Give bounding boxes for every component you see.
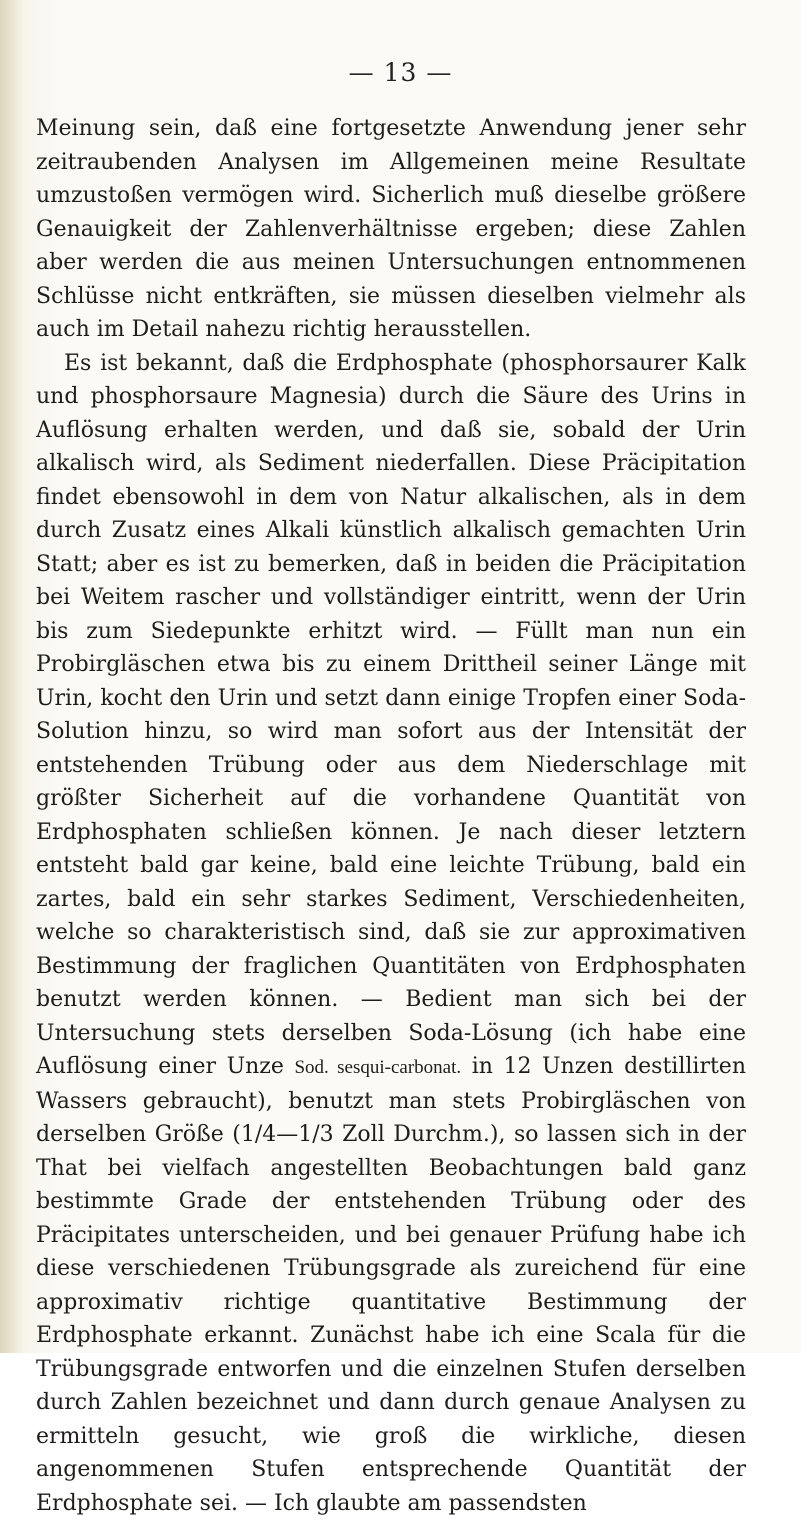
paragraph-text-a: Es ist bekannt, daß die Erdphosphate (phosphorsaurer Kalk und phosphorsaure Magnesia) durch die Säure des Urins in Auflösung erhalten werden, und daß sie, sobald der Urin alkalisch wird, als Sediment niederfallen. Diese Präcipitation findet ebensowohl in dem von Natur alkalischen, als in dem durch Zusatz eines Alkali künstlich alkalisch gemachten Urin Statt; aber es ist zu bemerken, daß in beiden die Präcipitation bei Weitem rascher und vollständiger eintritt, wenn der Urin bis zum Siedepunkte erhitzt wird. — Füllt man nun ein Probirgläschen etwa bis zu einem Drittheil seiner Länge mit Urin, kocht den Urin und setzt dann einige Tropfen einer Soda-Solution hinzu, so wird man sofort aus der Intensität der entstehenden Trübung oder aus dem Niederschlage mit größter Sicherheit auf die vorhandene Quantität von Erdphosphaten schließen können. Je nach dieser letztern entsteht bald gar keine, bald eine leichte Trübung, bald ein zartes, bald ein sehr starkes Sediment, Verschiedenheiten, welche so charakteristisch sind, daß sie zur approximativen Bestimmung der fraglichen Quantitäten von Erdphosphaten benutzt werden können. — Bedient man sich bei der Untersuchung stets derselben Soda-Lösung (ich habe eine Auflösung einer Unze — [36, 351, 746, 1080]
margin-stain — [0, 0, 26, 1353]
paragraph-continuation: Meinung sein, daß eine fortgesetzte Anwendung jener sehr zeitraubenden Analysen im Allgemeinen meine Resultate umzustoßen vermögen wird. Sicherlich muß dieselbe größere Genauigkeit der Zahlenverhältnisse ergeben; diese Zahlen aber werden die aus meinen Untersuchungen entnommenen Schlüsse nicht entkräften, sie müssen dieselben vielmehr als auch im Detail nahezu richtig herausstellen. — [36, 116, 746, 342]
body-text — [36, 112, 746, 1520]
latin-term: Sod. sesqui-carbonat. — [294, 1057, 461, 1078]
paragraph — [36, 347, 746, 1520]
paragraph-text-b: in 12 Unzen destillirten Wassers gebraucht), benutzt man stets Probirgläschen von derselben Größe (1/4—1/3 Zoll Durchm.), so lassen sich in der That bei vielfach angestellten Beobachtungen bald ganz bestimmte Grade der entstehenden Trübung oder des Präcipitates unterscheiden, und bei genauer Prüfung habe ich diese verschiedenen Trübungsgrade als zureichend für eine approximativ richtige quantitative Bestimmung der Erdphosphate erkannt. Zunächst habe ich eine Scala für die Trübungsgrade entworfen und die einzelnen Stufen derselben durch Zahlen bezeichnet und dann durch genaue Analysen zu ermitteln gesucht, wie groß die wirkliche, diesen angenommenen Stufen entsprechende Quantität der Erdphosphate sei. — Ich glaubte am passendsten — [36, 1054, 746, 1516]
page-number: — 13 — — [0, 58, 801, 87]
